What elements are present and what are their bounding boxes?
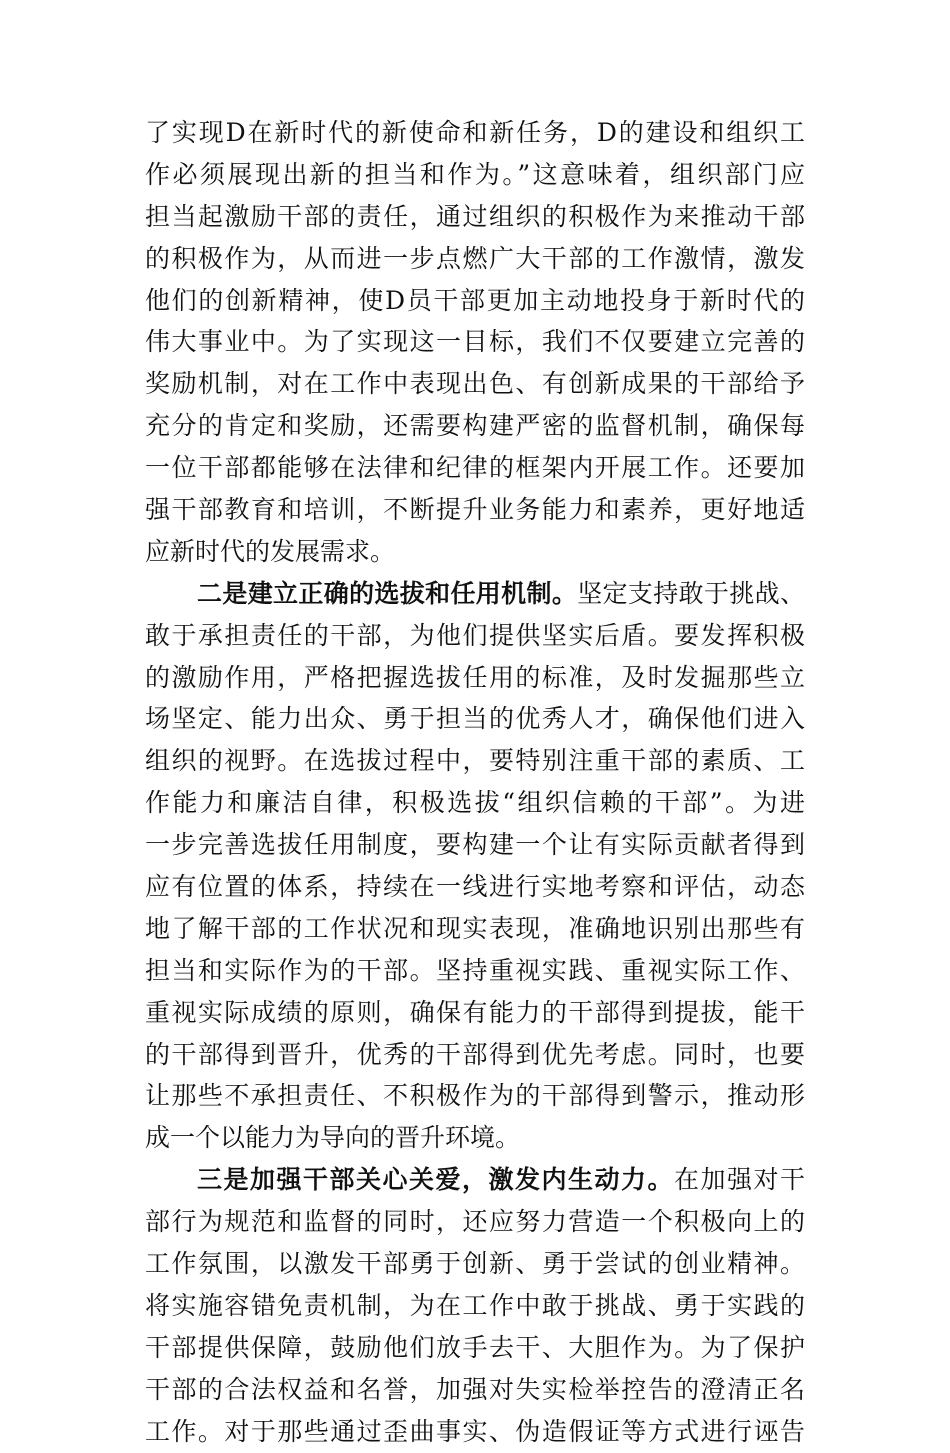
text-line: 的积极作为，从而进一步点燃广大干部的工作激情，激发 — [145, 243, 805, 273]
text-line: 场坚定、能力出众、勇于担当的优秀人才，确保他们进入 — [145, 704, 805, 734]
text-line: 将实施容错免责机制，为在工作中敢于挑战、勇于实践的 — [145, 1290, 805, 1320]
text-line: 作能力和廉洁自律，积极选拔“组织信赖的干部”。为进 — [145, 788, 805, 818]
text-line: 部行为规范和监督的同时，还应努力营造一个积极向上的 — [145, 1207, 805, 1237]
paragraph-lead-heading: 二是建立正确的选拔和任用机制。 — [197, 578, 578, 608]
text-line: 强干部教育和培训，不断提升业务能力和素养，更好地适 — [145, 495, 805, 525]
text-line: 干部提供保障，鼓励他们放手去干、大胆作为。为了保护 — [145, 1332, 805, 1362]
paragraph-first-line — [145, 1159, 805, 1201]
text-line: 充分的肯定和奖励，还需要构建严密的监督机制，确保每 — [145, 411, 805, 441]
paragraph-first-line — [145, 573, 805, 615]
text-line: 应新时代的发展需求。 — [145, 536, 396, 566]
paragraph-1 — [145, 112, 805, 573]
text-line: 一步完善选拔任用制度，要构建一个让有实际贡献者得到 — [145, 830, 805, 860]
text-line: 成一个以能力为导向的晋升环境。 — [145, 1123, 521, 1153]
text-line: 了实现D在新时代的新使命和新任务，D的建设和组织工 — [145, 118, 805, 147]
text-line: 让那些不承担责任、不积极作为的干部得到警示，推动形 — [145, 1081, 805, 1111]
text-line: 作必须展现出新的担当和作为。”这意味着，组织部门应 — [145, 159, 805, 189]
text-line: 伟大事业中。为了实现这一目标，我们不仅要建立完善的 — [145, 327, 805, 357]
paragraph-first-line-text: 坚定支持敢于挑战、 — [577, 578, 805, 608]
text-line: 地了解干部的工作状况和现实表现，准确地识别出那些有 — [145, 913, 805, 943]
text-line: 的干部得到晋升，优秀的干部得到优先考虑。同时，也要 — [145, 1039, 805, 1069]
text-line: 担当和实际作为的干部。坚持重视实践、重视实际工作、 — [145, 955, 805, 985]
text-line: 重视实际成绩的原则，确保有能力的干部得到提拔，能干 — [145, 997, 805, 1027]
paragraph-first-line-text: 在加强对干 — [673, 1165, 805, 1195]
paragraph-lead-heading: 三是加强干部关心关爱，激发内生动力。 — [197, 1165, 674, 1195]
text-line: 敢于承担责任的干部，为他们提供坚实后盾。要发挥积极 — [145, 620, 805, 650]
paragraph-3 — [145, 1159, 805, 1452]
text-line: 组织的视野。在选拔过程中，要特别注重干部的素质、工 — [145, 746, 805, 776]
document-body — [145, 112, 805, 1453]
text-line: 担当起激励干部的责任，通过组织的积极作为来推动干部 — [145, 201, 805, 231]
text-line: 他们的创新精神，使D员干部更加主动地投身于新时代的 — [145, 285, 805, 315]
text-line: 干部的合法权益和名誉，加强对失实检举控告的澄清正名 — [145, 1374, 805, 1404]
text-line: 应有位置的体系，持续在一线进行实地考察和评估，动态 — [145, 872, 805, 902]
text-line: 工作。对于那些通过歪曲事实、伪造假证等方式进行诬告 — [145, 1416, 805, 1446]
text-line: 一位干部都能够在法律和纪律的框架内开展工作。还要加 — [145, 453, 805, 483]
text-line: 奖励机制，对在工作中表现出色、有创新成果的干部给予 — [145, 369, 805, 399]
text-line: 的激励作用，严格把握选拔任用的标准，及时发掘那些立 — [145, 662, 805, 692]
paragraph-2 — [145, 573, 805, 1159]
text-line: 工作氛围，以激发干部勇于创新、勇于尝试的创业精神。 — [145, 1249, 805, 1279]
